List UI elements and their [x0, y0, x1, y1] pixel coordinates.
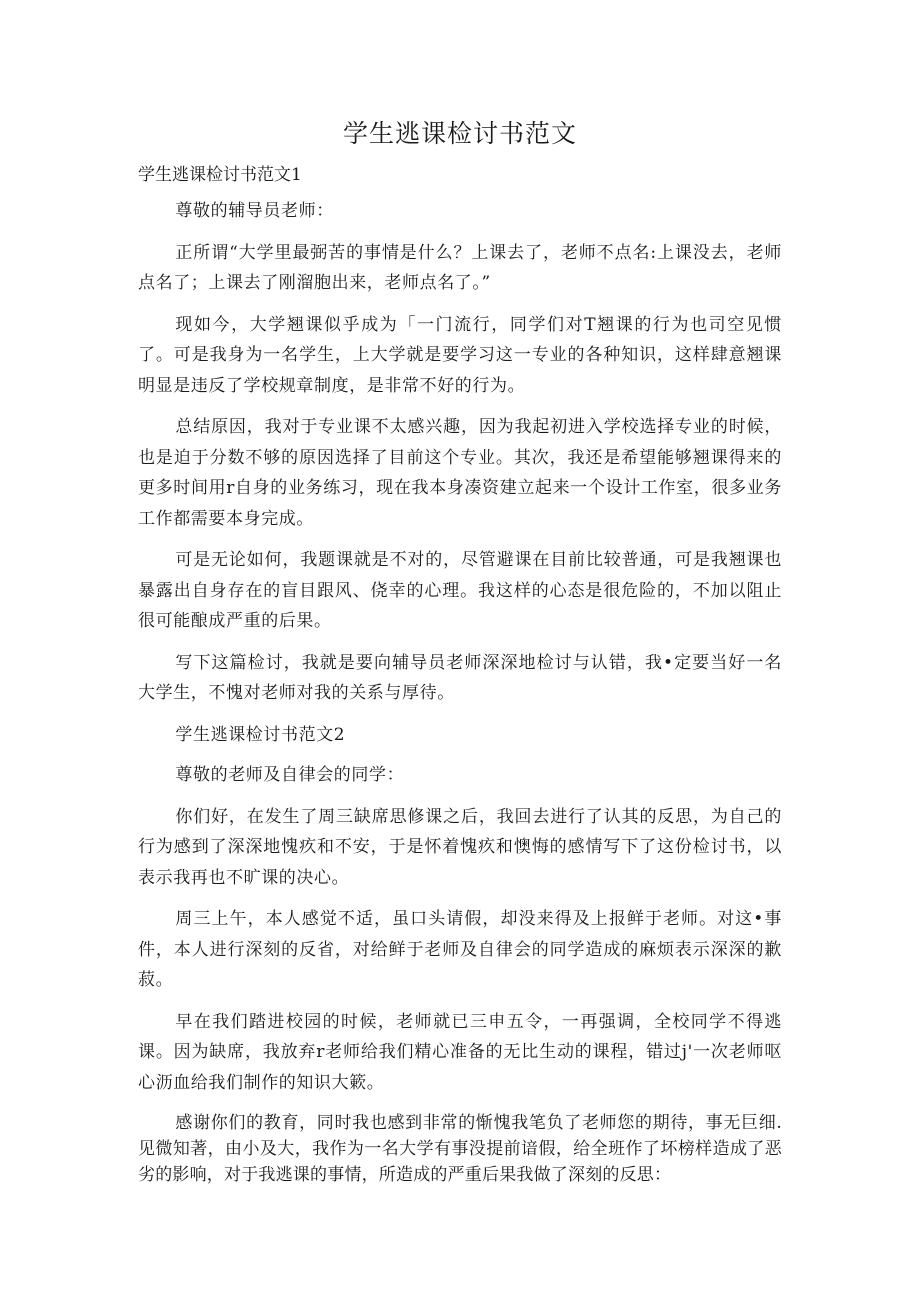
- salutation-2: 尊敬的老师及自律会的同学：: [175, 765, 405, 785]
- paragraph: 你们好，在发生了周三缺席思修课之后，我回去进行了认其的反思，为自己的行为感到了深深地愧疚和不安，于是怀着愧疚和懊悔的感情写下了这份检讨书，以表示我再也不旷课的决心。: [138, 806, 782, 888]
- document-body: [138, 196, 782, 1199]
- document-title: 学生逃课检讨书范文: [342, 119, 577, 148]
- salutation-1: 尊敬的辅导员老师：: [175, 201, 334, 221]
- paragraph: 正所谓“大学里最弼苦的事情是什么？上课去了，老师不点名:上课没去，老师点名了；上课去了刚溜胞出来，老师点名了。”: [138, 242, 782, 293]
- paragraph: 总结原因，我对于专业课不太感兴趣，因为我起初进入学校选择专业的时候，也是迫于分数不够的原因选择了目前这个专业。其次，我还是希望能够翘课得来的更多时间用r自身的业务练习，现在我本身凑资建立起来一个设计工作室，很多业务工作都需要本身完成。: [138, 417, 782, 529]
- closing-paragraph: 感谢你们的教育，同时我也感到非常的惭愧我笔负了老师您的期待，事无巨细.见微知著，由小及大，我作为一名大学有事没提前谙假，给全班作了坏榜样造成了恶劣的影响，对于我逃课的事情，所造成的严重后果我做了深刻的反思：: [138, 1113, 782, 1185]
- paragraph: 写下这篇检讨，我就是要向辅导员老师深深地检讨与认错，我•定要当好一名大学生，不愧对老师对我的关系与厚待。: [138, 652, 782, 703]
- section-2-heading: 学生逃课检讨书范文2: [175, 724, 346, 745]
- paragraph: 现如今，大学翘课似乎成为「一门流行，同学们对T翘课的行为也司空见惯了。可是我身为一名学生，上大学就是要学习这一专业的各种知识，这样肆意翘课明显是违反了学校规章制度，是非常不好的行为。: [138, 314, 782, 396]
- paragraph: 可是无论如何，我题课就是不对的，尽管避课在目前比较普通，可是我翘课也暴露出自身存在的盲目跟风、侥幸的心理。我这样的心态是很危险的，不加以阻止很可能酿成严重的后果。: [138, 550, 782, 631]
- paragraph: 周三上午，本人感觉不适，虽口头请假，却没来得及上报鲜于老师。对这•事件，本人进行深刻的反省，对给鲜于老师及自律会的同学造成的麻烦表示深深的歉菽。: [138, 909, 782, 990]
- section-1-heading: 学生逃课检讨书范文1: [138, 165, 302, 185]
- paragraph: 早在我们踏进校园的时候，老师就已三申五令，一再强调，全校同学不得逃课。因为缺席，我放弃r老师给我们精心准备的无比生动的课程，错过j'一次老师呕心沥血给我们制作的知识大簌。: [138, 1011, 782, 1093]
